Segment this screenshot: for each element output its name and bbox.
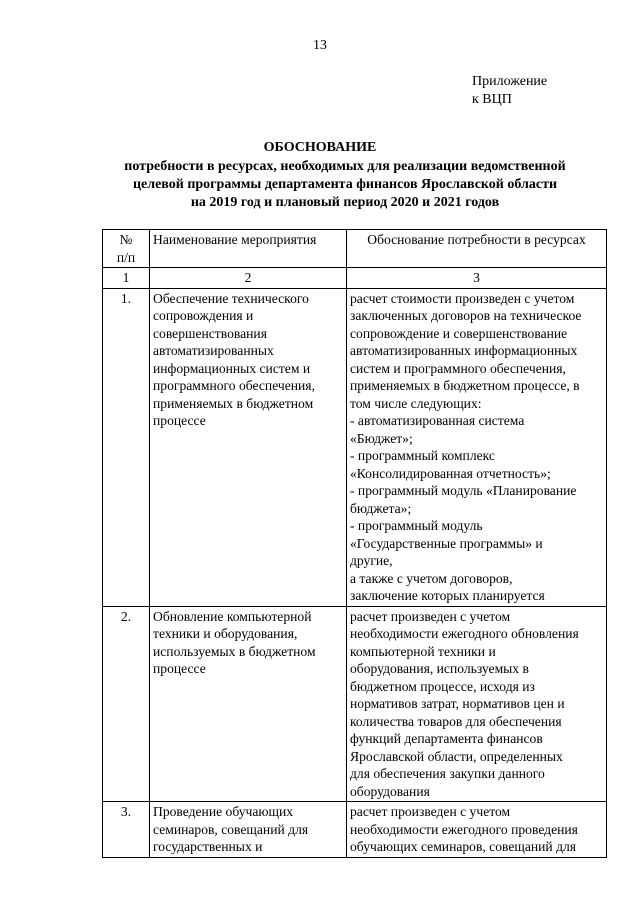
table-header-row: [103, 230, 607, 268]
appendix-note: [472, 73, 547, 109]
column-number: 3: [347, 268, 607, 289]
activity-name-line: Обеспечение технического: [153, 290, 309, 306]
justification-line: другие,: [350, 553, 393, 568]
justification-line: для обеспечения закупки данного: [350, 766, 545, 781]
justification-line: «Консолидированная отчетность»;: [350, 465, 551, 481]
activity-name-line: процессе: [153, 413, 206, 428]
row-number: 1.: [103, 288, 150, 606]
table-row: [103, 288, 607, 606]
activity-name-line: автоматизированных: [153, 343, 274, 358]
resource-justification-table: [102, 229, 607, 858]
justification-text: [347, 606, 607, 802]
justification-line: заключенных договоров на техническое: [350, 308, 582, 323]
justification-line: оборудования, используемых в: [350, 661, 529, 676]
justification-line: функций департамента финансов: [350, 731, 543, 746]
subtitle-line: на 2019 год и плановый период 2020 и 2021 годов: [190, 195, 500, 210]
activity-name-line: совершенствования: [153, 325, 267, 341]
justification-line: сопровождение и совершенствование: [350, 325, 568, 341]
activity-name-line: Обновление компьютерной: [153, 608, 312, 624]
justification-text: [347, 802, 607, 858]
subtitle-line: целевой программы департамента финансов Ярославской области: [132, 177, 558, 192]
activity-name: [150, 288, 347, 606]
page-number: 13: [313, 38, 327, 53]
justification-line: расчет произведен с учетом: [350, 804, 511, 819]
document-subtitle: [70, 158, 620, 212]
justification-line: а также с учетом договоров,: [350, 570, 513, 586]
column-number-row: [103, 268, 607, 289]
document-title: ОБОСНОВАНИЕ: [263, 140, 377, 155]
header-activity: Наименование мероприятия: [150, 230, 347, 268]
activity-name-line: сопровождения и: [153, 308, 254, 323]
justification-line: обучающих семинаров, совещаний для: [350, 839, 577, 854]
justification-line: необходимости ежегодного проведения: [350, 821, 578, 837]
justification-line: бюджетном процессе, исходя из: [350, 678, 535, 694]
justification-line: компьютерной техники и: [350, 643, 496, 659]
justification-line: «Государственные программы» и: [350, 535, 543, 551]
justification-line: количества товаров для обеспечения: [350, 713, 562, 729]
justification-line: применяемых в бюджетном процессе, в: [350, 378, 580, 393]
activity-name-line: государственных и: [153, 839, 263, 854]
justification-line: оборудования: [350, 783, 430, 799]
justification-line: «Бюджет»;: [350, 430, 413, 446]
activity-name-line: семинаров, совещаний для: [153, 821, 309, 837]
justification-line: расчет произведен с учетом: [350, 608, 511, 624]
table-row: [103, 606, 607, 802]
table-row: [103, 802, 607, 858]
activity-name-line: программного обеспечения,: [153, 378, 315, 393]
column-number: 2: [150, 268, 347, 289]
header-number: № п/п: [103, 230, 150, 268]
justification-line: том числе следующих:: [350, 395, 482, 411]
activity-name-line: информационных систем и: [153, 360, 311, 376]
header-justification: Обоснование потребности в ресурсах: [347, 230, 607, 268]
activity-name-line: техники и оборудования,: [153, 626, 298, 641]
justification-line: расчет стоимости произведен с учетом: [350, 290, 575, 306]
justification-line: систем и программного обеспечения,: [350, 360, 566, 376]
activity-name-line: используемых в бюджетном: [153, 643, 316, 659]
justification-line: - программный модуль: [350, 518, 483, 533]
justification-text: [347, 288, 607, 606]
activity-name: [150, 606, 347, 802]
justification-line: - программный модуль «Планирование: [350, 483, 577, 498]
appendix-line: Приложение: [472, 74, 548, 89]
activity-name-line: Проведение обучающих: [153, 804, 294, 819]
activity-name-line: процессе: [153, 661, 206, 676]
row-number: 3.: [103, 802, 150, 858]
justification-line: нормативов затрат, нормативов цен и: [350, 696, 565, 711]
justification-line: Ярославской области, определенных: [350, 748, 563, 764]
activity-name: [150, 802, 347, 858]
column-number: 1: [103, 268, 150, 289]
row-number: 2.: [103, 606, 150, 802]
activity-name-line: применяемых в бюджетном: [153, 395, 314, 411]
justification-line: заключение которых планируется: [350, 588, 545, 603]
subtitle-line: потребности в ресурсах, необходимых для реализации ведомственной: [124, 159, 566, 174]
justification-line: автоматизированных информационных: [350, 343, 578, 358]
justification-line: необходимости ежегодного обновления: [350, 626, 579, 641]
justification-line: - программный комплекс: [350, 448, 495, 463]
justification-line: бюджета»;: [350, 500, 412, 516]
appendix-line: к ВЦП: [472, 92, 512, 107]
justification-line: - автоматизированная система: [350, 413, 525, 428]
